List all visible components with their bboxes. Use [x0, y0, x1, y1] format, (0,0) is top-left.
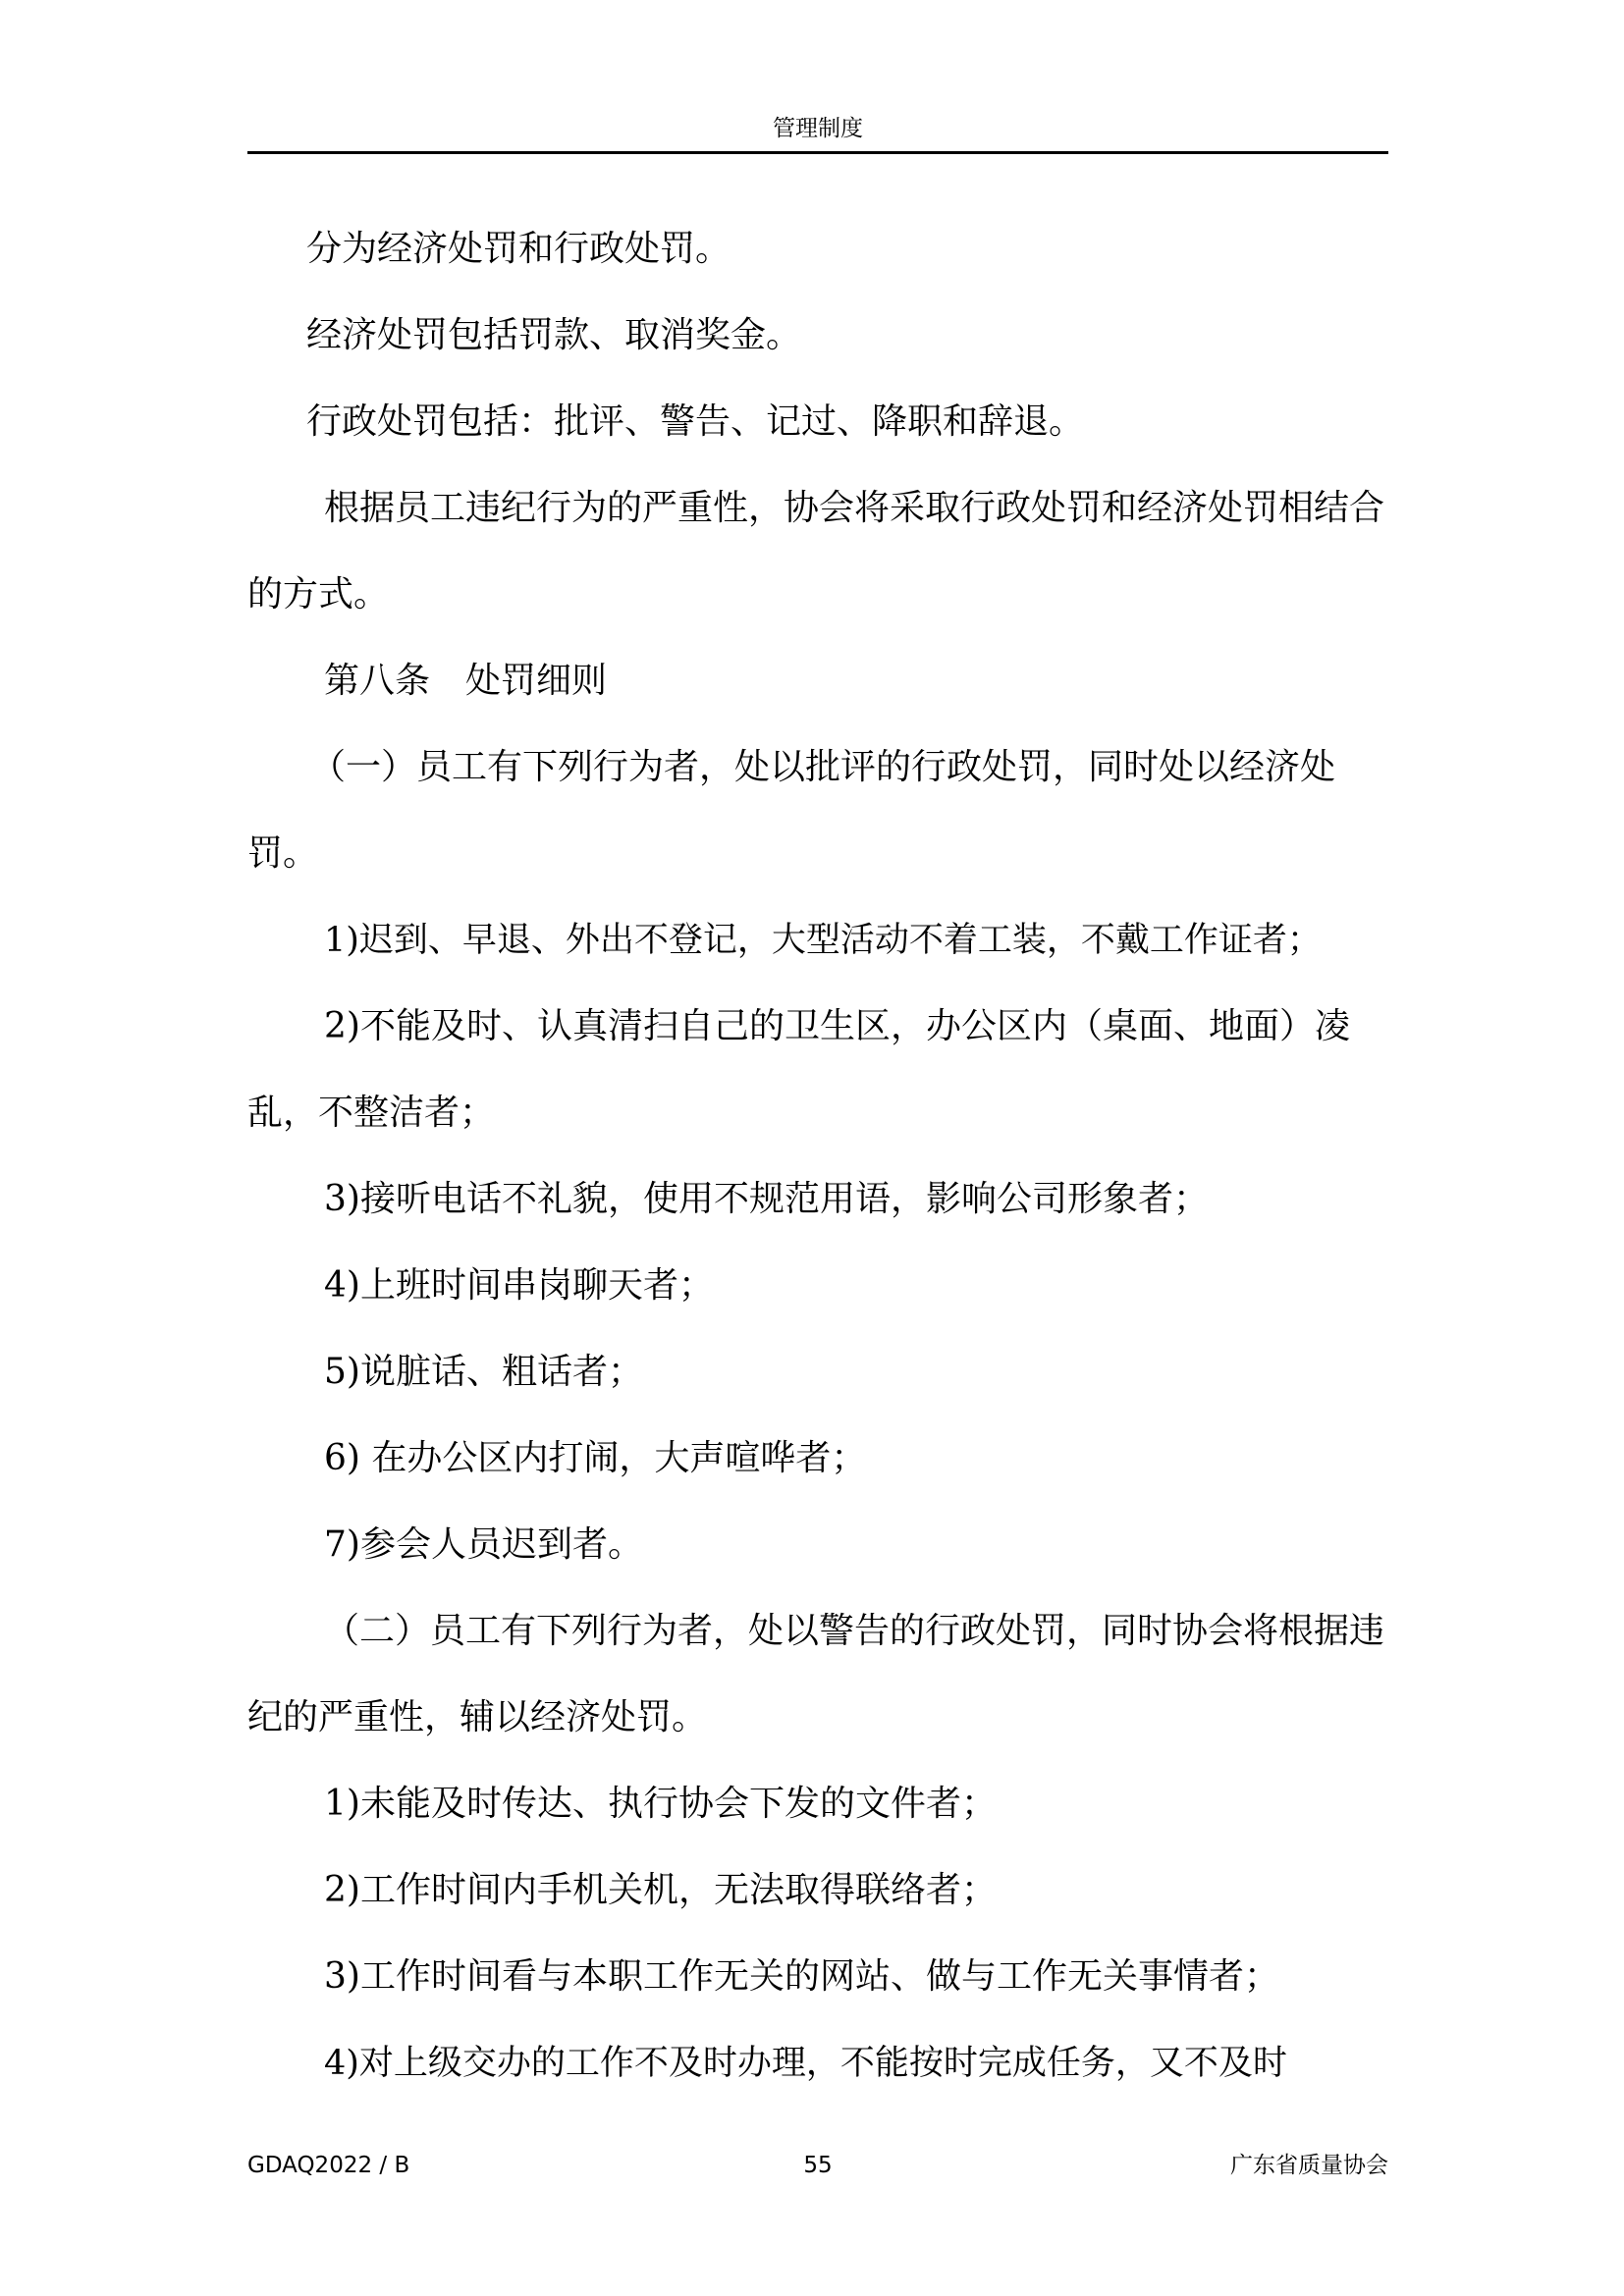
- list-item: 3)工作时间看与本职工作无关的网站、做与工作无关事情者；: [324, 1956, 1279, 1997]
- article-heading: 第八条 处罚细则: [324, 661, 608, 701]
- list-item: 3)接听电话不礼貌，使用不规范用语，影响公司形象者；: [324, 1179, 1209, 1219]
- page-header: [247, 112, 1388, 154]
- paragraph: （二）员工有下列行为者，处以警告的行政处罚，同时协会将根据违纪的严重性，辅以经济处罚。: [247, 1611, 1385, 1737]
- footer-page-number: 55: [803, 2153, 833, 2178]
- document-body: [247, 206, 1388, 2107]
- paragraph: （一）员工有下列行为者，处以批评的行政处罚，同时处以经济处罚。: [247, 747, 1336, 874]
- list-item: 1)未能及时传达、执行协会下发的文件者；: [324, 1784, 997, 1824]
- list-item: 2)工作时间内手机关机，无法取得联络者；: [324, 1870, 997, 1910]
- paragraph: 根据员工违纪行为的严重性，协会将采取行政处罚和经济处罚相结合的方式。: [247, 488, 1385, 614]
- footer-doc-code: GDAQ2022 / B: [247, 2153, 410, 2178]
- list-item: 1)迟到、早退、外出不登记，大型活动不着工装，不戴工作证者；: [324, 921, 1322, 960]
- paragraph: 经济处罚包括罚款、取消奖金。: [306, 315, 802, 355]
- paragraph: 分为经济处罚和行政处罚。: [306, 229, 731, 269]
- list-item: 5)说脏话、粗话者；: [324, 1352, 643, 1392]
- list-item: 6) 在办公区内打闹，大声喧哗者；: [324, 1438, 867, 1478]
- header-title: 管理制度: [773, 116, 863, 141]
- paragraph: 行政处罚包括：批评、警告、记过、降职和辞退。: [306, 401, 1085, 442]
- footer-organization: 广东省质量协会: [1230, 2153, 1388, 2178]
- list-item: 2)不能及时、认真清扫自己的卫生区，办公区内（桌面、地面）凌乱，不整洁者；: [247, 1006, 1350, 1133]
- page-footer: [247, 2148, 1388, 2183]
- list-item: 4)上班时间串岗聊天者；: [324, 1265, 714, 1306]
- list-item: 4)对上级交办的工作不及时办理，不能按时完成任务，又不及时: [324, 2044, 1287, 2083]
- list-item: 7)参会人员迟到者。: [324, 1524, 643, 1565]
